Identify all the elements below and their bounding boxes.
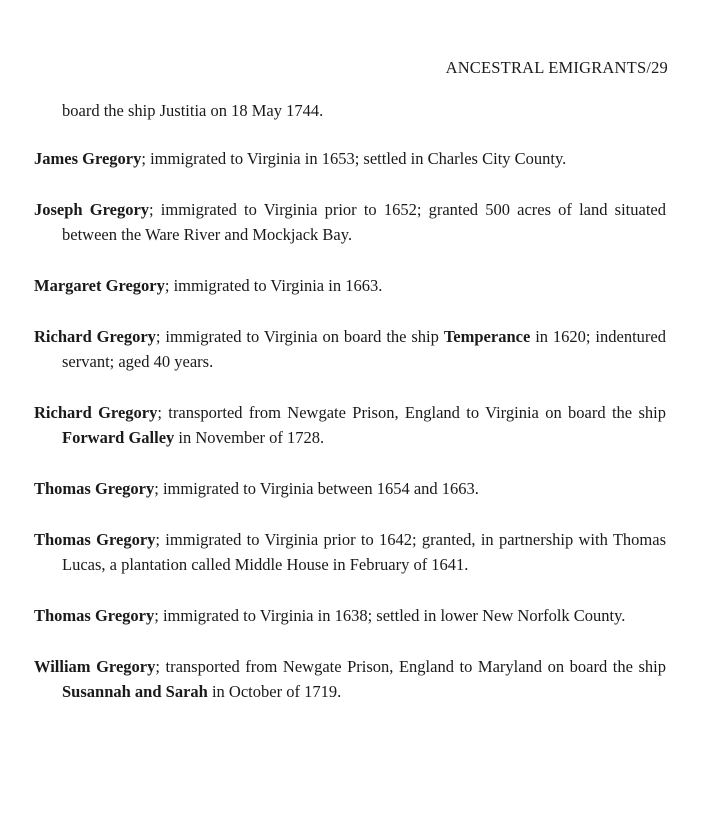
- entry-text: ; immigrated to Virginia on board the ship: [155, 327, 444, 346]
- ship-name: Temperance: [443, 327, 531, 346]
- entry-richard-gregory-2: [34, 400, 666, 450]
- entry-name: William Gregory: [34, 657, 156, 676]
- entry-name: James Gregory: [34, 149, 142, 168]
- continuation-line: board the ship Justitia on 18 May 1744.: [62, 101, 324, 120]
- entry-text: ; immigrated to Virginia between 1654 and 1663.: [154, 479, 479, 498]
- running-head: ANCESTRAL EMIGRANTS/29: [445, 58, 668, 77]
- entry-text: in October of 1719.: [207, 682, 342, 701]
- entry-william-gregory: [34, 654, 666, 704]
- ship-name: Susannah and Sarah: [62, 682, 208, 701]
- entry-thomas-gregory-2: [34, 527, 666, 577]
- entry-name: Thomas Gregory: [34, 530, 156, 549]
- entry-text: in November of 1728.: [174, 428, 325, 447]
- entry-name: Richard Gregory: [34, 327, 156, 346]
- entry-margaret-gregory: [34, 273, 666, 298]
- entry-text: ; immigrated to Virginia prior to 1652; granted 500 acres of land situated between the Ware River and Mockjack Bay.: [62, 200, 666, 244]
- entry-text: in 1620; indentured servant; aged 40 years.: [62, 327, 666, 371]
- entry-list: [34, 146, 666, 730]
- entry-james-gregory: [34, 146, 666, 171]
- entry-text: ; immigrated to Virginia prior to 1642; granted, in partnership with Thomas Lucas, a plantation called Middle House in February of 1641.: [62, 530, 667, 574]
- entry-name: Thomas Gregory: [34, 479, 155, 498]
- entry-name: Joseph Gregory: [34, 200, 150, 219]
- entry-text: ; transported from Newgate Prison, England to Maryland on board the ship: [155, 657, 666, 676]
- ship-name: Forward Galley: [62, 428, 175, 447]
- entry-name: Margaret Gregory: [34, 276, 165, 295]
- entry-richard-gregory-1: [34, 324, 666, 374]
- entry-thomas-gregory-3: [34, 603, 666, 628]
- entry-text: ; immigrated to Virginia in 1638; settled in lower New Norfolk County.: [154, 606, 626, 625]
- entry-text: ; immigrated to Virginia in 1653; settled in Charles City County.: [141, 149, 567, 168]
- entry-thomas-gregory-1: [34, 476, 666, 501]
- entry-name: Richard Gregory: [34, 403, 158, 422]
- entry-joseph-gregory: [34, 197, 666, 247]
- entry-text: ; immigrated to Virginia in 1663.: [164, 276, 383, 295]
- entry-name: Thomas Gregory: [34, 606, 155, 625]
- entry-text: ; transported from Newgate Prison, England to Virginia on board the ship: [157, 403, 666, 422]
